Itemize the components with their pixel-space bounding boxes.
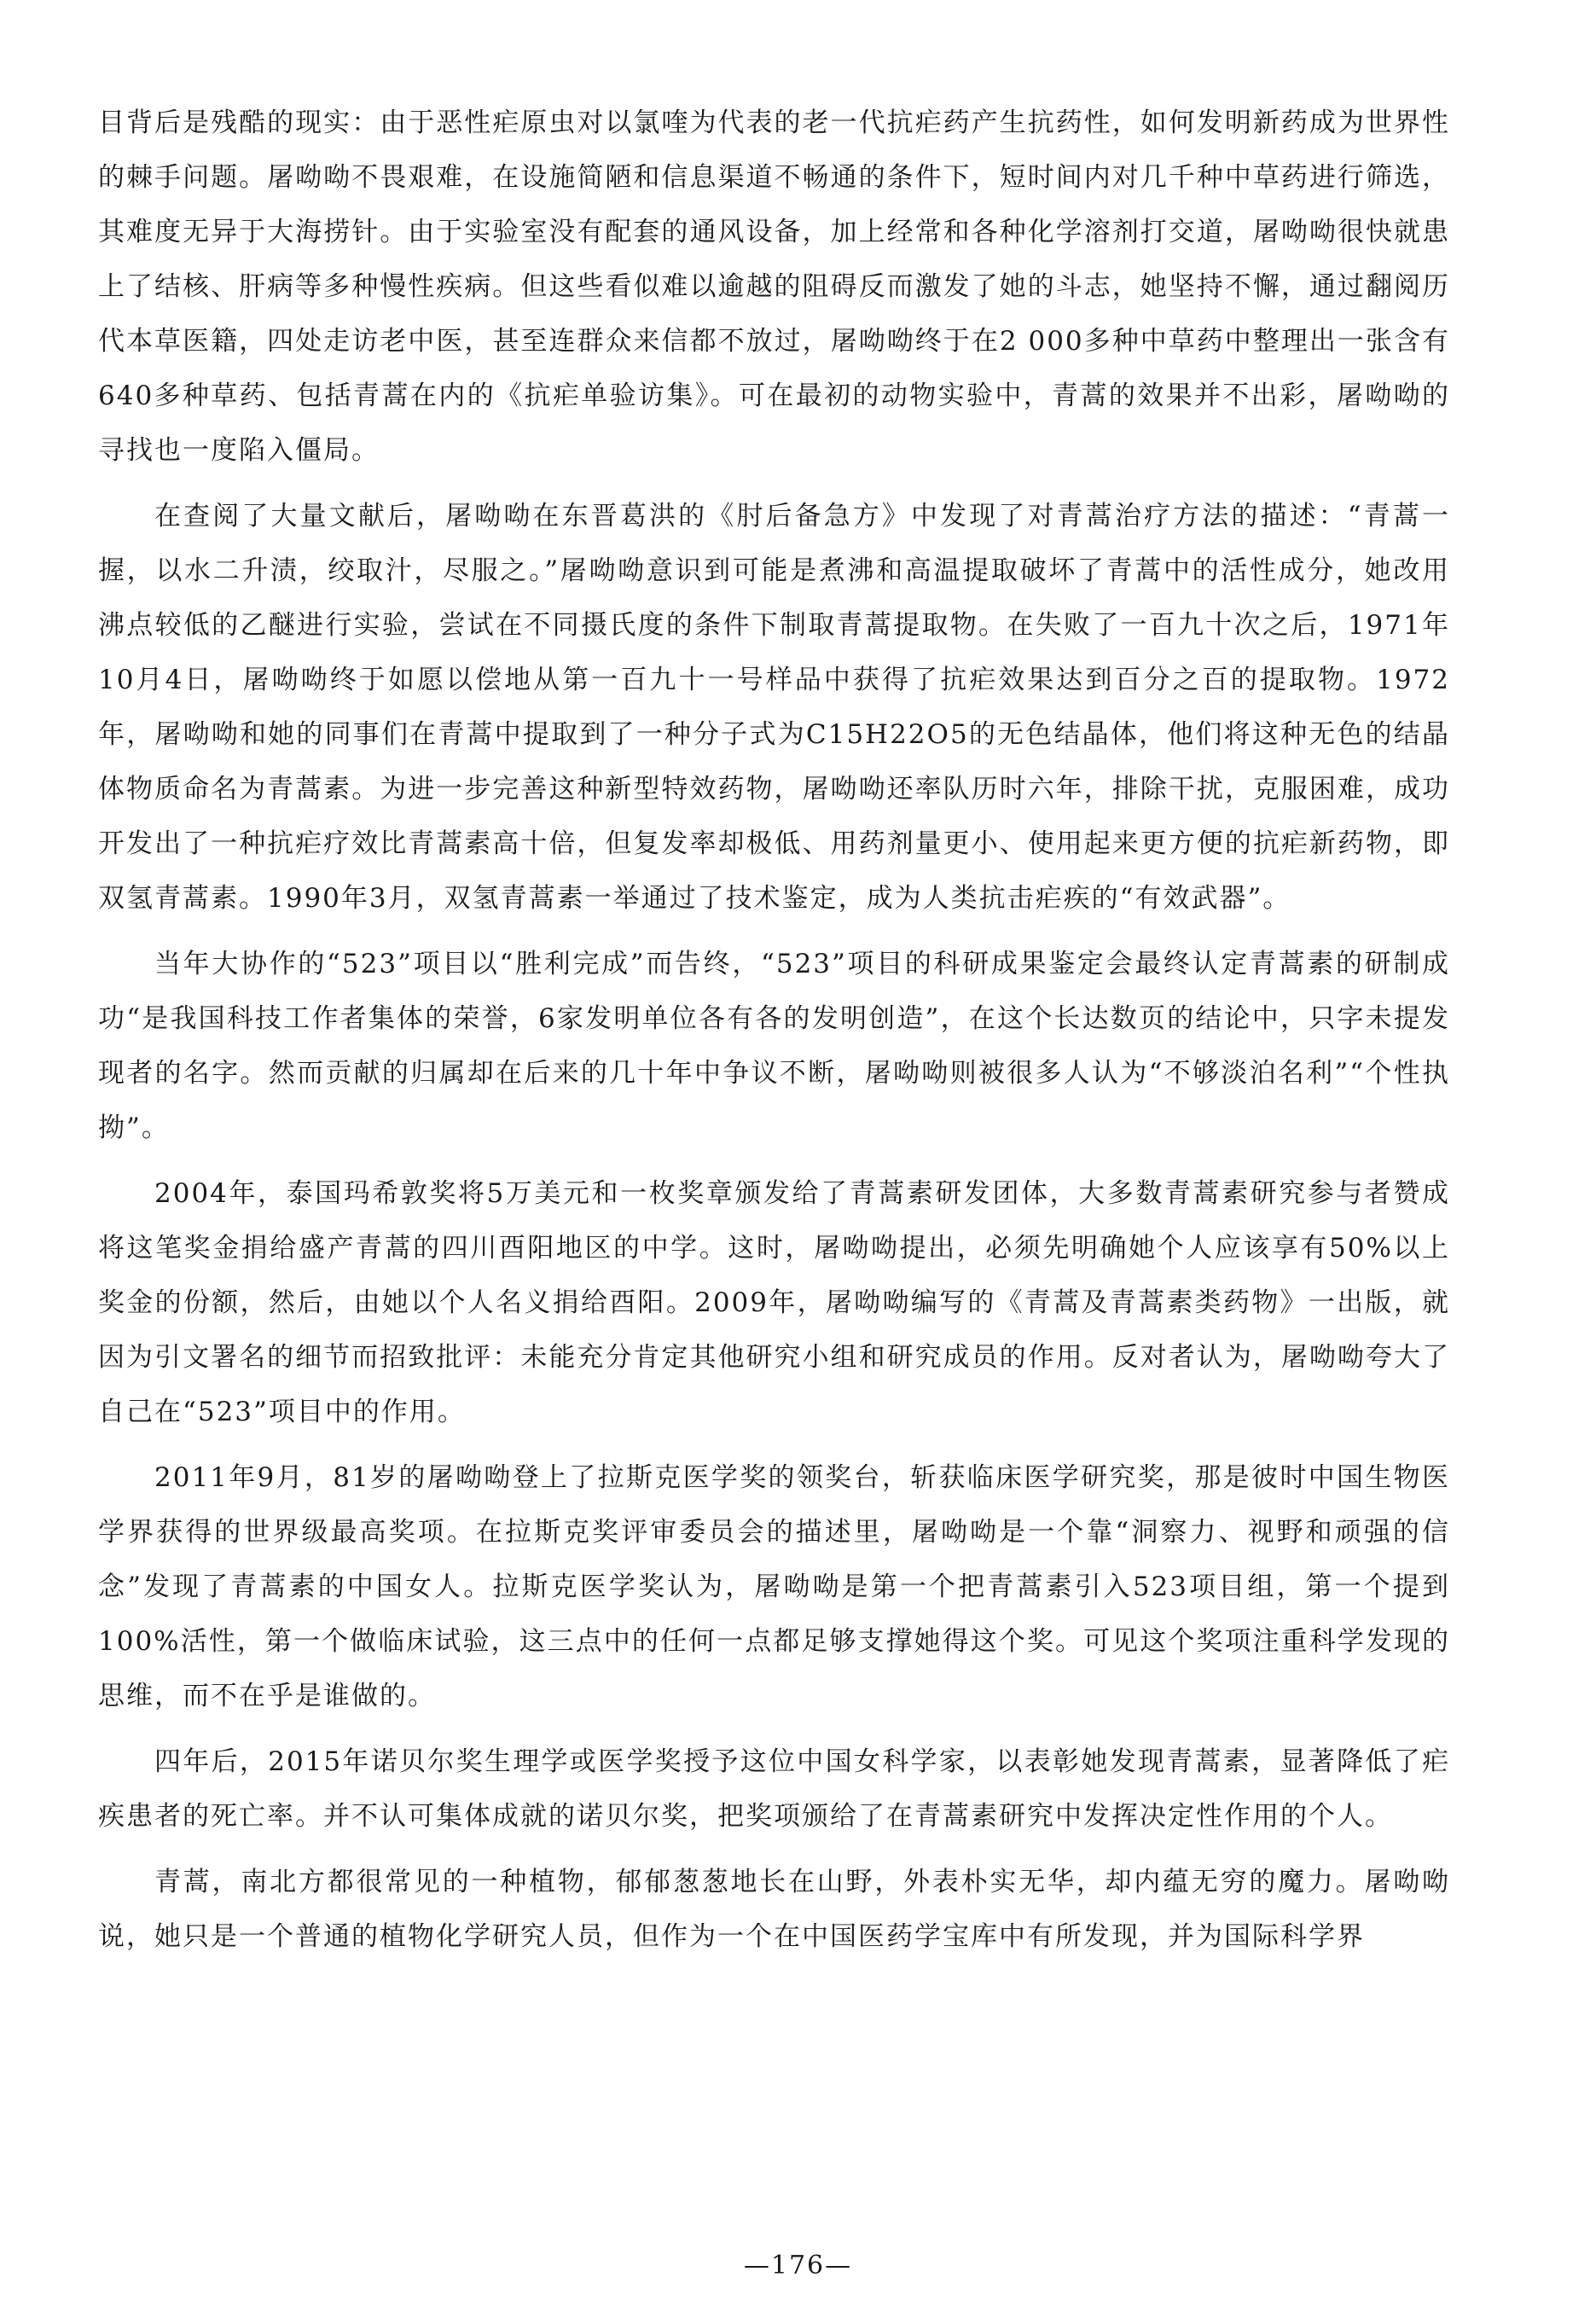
paragraph: 在查阅了大量文献后，屠呦呦在东晋葛洪的《肘后备急方》中发现了对青蒿治疗方法的描述：“青蒿一握，以水二升渍，绞取汁，尽服之。”屠呦呦意识到可能是煮沸和高温提取破坏了青蒿中的活性成分，她改用沸点较低的乙醚进行实验，尝试在不同摄氏度的条件下制取青蒿提取物。在失败了一百九十次之后，1971年10月4日，屠呦呦终于如愿以偿地从第一百九十一号样品中获得了抗疟效果达到百分之百的提取物。1972年，屠呦呦和她的同事们在青蒿中提取到了一种分子式为C15H22O5的无色结晶体，他们将这种无色的结晶体物质命名为青蒿素。为进一步完善这种新型特效药物，屠呦呦还率队历时六年，排除干扰，克服困难，成功开发出了一种抗疟疗效比青蒿素高十倍，但复发率却极低、用药剂量更小、使用起来更方便的抗疟新药物，即双氢青蒿素。1990年3月，双氢青蒿素一举通过了技术鉴定，成为人类抗击疟疾的“有效武器”。	[98, 501, 1450, 914]
document-body	[98, 96, 1450, 1964]
paragraph: 2004年，泰国玛希敦奖将5万美元和一枚奖章颁发给了青蒿素研发团体，大多数青蒿素研究参与者赞成将这笔奖金捐给盛产青蒿的四川酉阳地区的中学。这时，屠呦呦提出，必须先明确她个人应该享有50%以上奖金的份额，然后，由她以个人名义捐给酉阳。2009年，屠呦呦编写的《青蒿及青蒿素类药物》一出版，就因为引文署名的细节而招致批评：未能充分肯定其他研究小组和研究成员的作用。反对者认为，屠呦呦夸大了自己在“523”项目中的作用。	[98, 1178, 1450, 1427]
page-number: —176—	[743, 2251, 853, 2280]
paragraph: 青蒿，南北方都很常见的一种植物，郁郁葱葱地长在山野，外表朴实无华，却内蕴无穷的魔力。屠呦呦说，她只是一个普通的植物化学研究人员，但作为一个在中国医药学宝库中有所发现，并为国际科学界	[98, 1867, 1450, 1952]
paragraph: 当年大协作的“523”项目以“胜利完成”而告终，“523”项目的科研成果鉴定会最终认定青蒿素的研制成功“是我国科技工作者集体的荣誉，6家发明单位各有各的发明创造”，在这个长达数页的结论中，只字未提发现者的名字。然而贡献的归属却在后来的几十年中争议不断，屠呦呦则被很多人认为“不够淡泊名利”“个性执拗”。	[98, 949, 1450, 1143]
paragraph: 2011年9月，81岁的屠呦呦登上了拉斯克医学奖的领奖台，斩获临床医学研究奖，那是彼时中国生物医学界获得的世界级最高奖项。在拉斯克奖评审委员会的描述里，屠呦呦是一个靠“洞察力、视野和顽强的信念”发现了青蒿素的中国女人。拉斯克医学奖认为，屠呦呦是第一个把青蒿素引入523项目组，第一个提到100%活性，第一个做临床试验，这三点中的任何一点都足够支撑她得这个奖。可见这个奖项注重科学发现的思维，而不在乎是谁做的。	[98, 1462, 1450, 1711]
paragraph: 四年后，2015年诺贝尔奖生理学或医学奖授予这位中国女科学家，以表彰她发现青蒿素，显著降低了疟疾患者的死亡率。并不认可集体成就的诺贝尔奖，把奖项颁给了在青蒿素研究中发挥决定性作用的个人。	[98, 1746, 1450, 1832]
paragraph-continued: 目背后是残酷的现实：由于恶性疟原虫对以氯喹为代表的老一代抗疟药产生抗药性，如何发明新药成为世界性的棘手问题。屠呦呦不畏艰难，在设施简陋和信息渠道不畅通的条件下，短时间内对几千种中草药进行筛选，其难度无异于大海捞针。由于实验室没有配套的通风设备，加上经常和各种化学溶剂打交道，屠呦呦很快就患上了结核、肝病等多种慢性疾病。但这些看似难以逾越的阻碍反而激发了她的斗志，她坚持不懈，通过翻阅历代本草医籍，四处走访老中医，甚至连群众来信都不放过，屠呦呦终于在2 000多种中草药中整理出一张含有640多种草药、包括青蒿在内的《抗疟单验访集》。可在最初的动物实验中，青蒿的效果并不出彩，屠呦呦的寻找也一度陷入僵局。	[98, 107, 1450, 466]
